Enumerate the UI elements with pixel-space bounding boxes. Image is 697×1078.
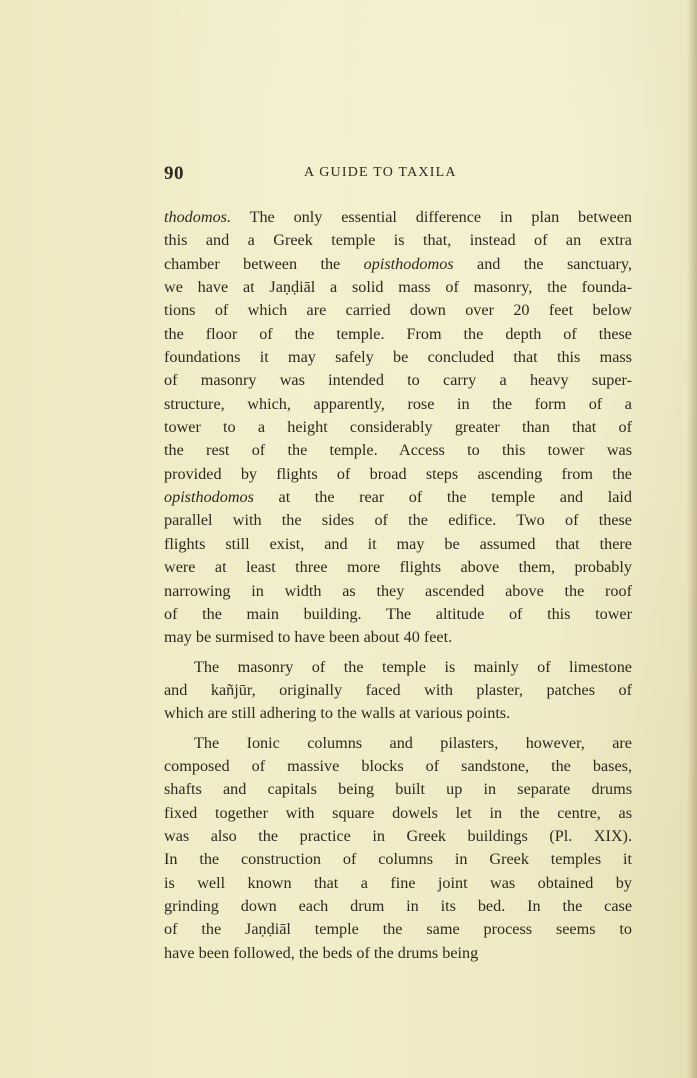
running-title: A GUIDE TO TAXILA [304, 165, 457, 180]
text-segment: chamber between the [164, 254, 364, 273]
italic-term: opisthodomos [363, 254, 454, 273]
text-segment: grinding down each drum in its bed. In the case [164, 896, 632, 915]
text-segment: The Ionic columns and pilasters, however, are [194, 733, 632, 752]
text-line [164, 206, 632, 229]
text-segment: flights still exist, and it may be assumed that there [164, 534, 632, 553]
text-line [164, 369, 632, 392]
text-segment: of the main building. The altitude of this tower [164, 604, 632, 623]
text-segment: is well known that a fine joint was obtained by [164, 873, 632, 892]
text-segment: may be surmised to have been about 40 feet. [164, 628, 453, 647]
text-line [164, 533, 632, 556]
text-line [164, 416, 632, 439]
text-line [164, 872, 632, 895]
text-segment: provided by flights of broad steps ascending from the [164, 464, 632, 483]
text-segment: we have at Jaṇḍiāl a solid mass of masonry, the founda- [164, 278, 632, 297]
text-line [164, 918, 632, 941]
text-line [164, 656, 632, 679]
text-line [164, 603, 632, 626]
text-line [164, 556, 632, 579]
text-line [164, 778, 632, 801]
text-line [164, 486, 632, 509]
text-line [164, 580, 632, 603]
text-line [164, 253, 632, 276]
text-line [164, 299, 632, 322]
page-header [164, 163, 632, 187]
text-segment: was also the practice in Greek buildings (Pl. XIX). [164, 826, 632, 845]
text-line [164, 702, 632, 725]
text-segment: of masonry was intended to carry a heavy super- [164, 371, 632, 390]
text-segment: shafts and capitals being built up in separate drums [164, 780, 632, 799]
text-line [164, 755, 632, 778]
text-segment: have been followed, the beds of the drums being [164, 943, 479, 962]
text-segment: of the Jaṇḍiāl temple the same process seems to [164, 920, 632, 939]
text-segment: which are still adhering to the walls at various points. [164, 704, 511, 723]
page-edge-shadow [687, 0, 697, 1078]
italic-term: thodomos. [164, 208, 232, 226]
body-text [164, 206, 632, 965]
text-segment: the rest of the temple. Access to this tower was [164, 441, 632, 460]
text-segment: The masonry of the temple is mainly of limestone [194, 657, 632, 676]
text-line [164, 942, 632, 965]
text-line [164, 276, 632, 299]
text-line [164, 679, 632, 702]
text-line [164, 825, 632, 848]
text-segment: parallel with the sides of the edifice. Two of these [164, 511, 632, 530]
text-line [164, 229, 632, 252]
text-segment: tions of which are carried down over 20 feet below [164, 301, 632, 320]
text-line [164, 439, 632, 462]
text-line [164, 323, 632, 346]
text-line [164, 509, 632, 532]
text-segment: fixed together with square dowels let in the centre, as [164, 803, 632, 822]
text-segment: In the construction of columns in Greek temples it [164, 850, 632, 869]
text-line [164, 848, 632, 871]
text-segment: and kañjūr, originally faced with plaster, patches of [164, 680, 632, 699]
text-segment: the floor of the temple. From the depth of these [164, 324, 632, 343]
text-segment: at the rear of the temple and laid [253, 488, 632, 507]
italic-term: opisthodomos [164, 488, 254, 507]
text-segment: tower to a height considerably greater than that of [164, 418, 632, 437]
page-number: 90 [164, 163, 184, 184]
text-segment: were at least three more flights above them, probably [164, 558, 632, 577]
text-line [164, 895, 632, 918]
text-segment: and the sanctuary, [453, 254, 632, 273]
text-segment: narrowing in width as they ascended above the roof [164, 581, 632, 600]
text-segment: composed of massive blocks of sandstone, the bases, [164, 756, 632, 775]
text-line [164, 626, 632, 649]
text-segment: structure, which, apparently, rose in the form of a [164, 394, 632, 413]
text-line [164, 346, 632, 369]
text-segment: The only essential difference in plan between [231, 208, 632, 226]
text-line [164, 802, 632, 825]
text-line [164, 393, 632, 416]
text-segment: foundations it may safely be concluded that this mass [164, 348, 632, 367]
text-line [164, 732, 632, 755]
text-line [164, 463, 632, 486]
text-segment: this and a Greek temple is that, instead of an extra [164, 231, 632, 250]
